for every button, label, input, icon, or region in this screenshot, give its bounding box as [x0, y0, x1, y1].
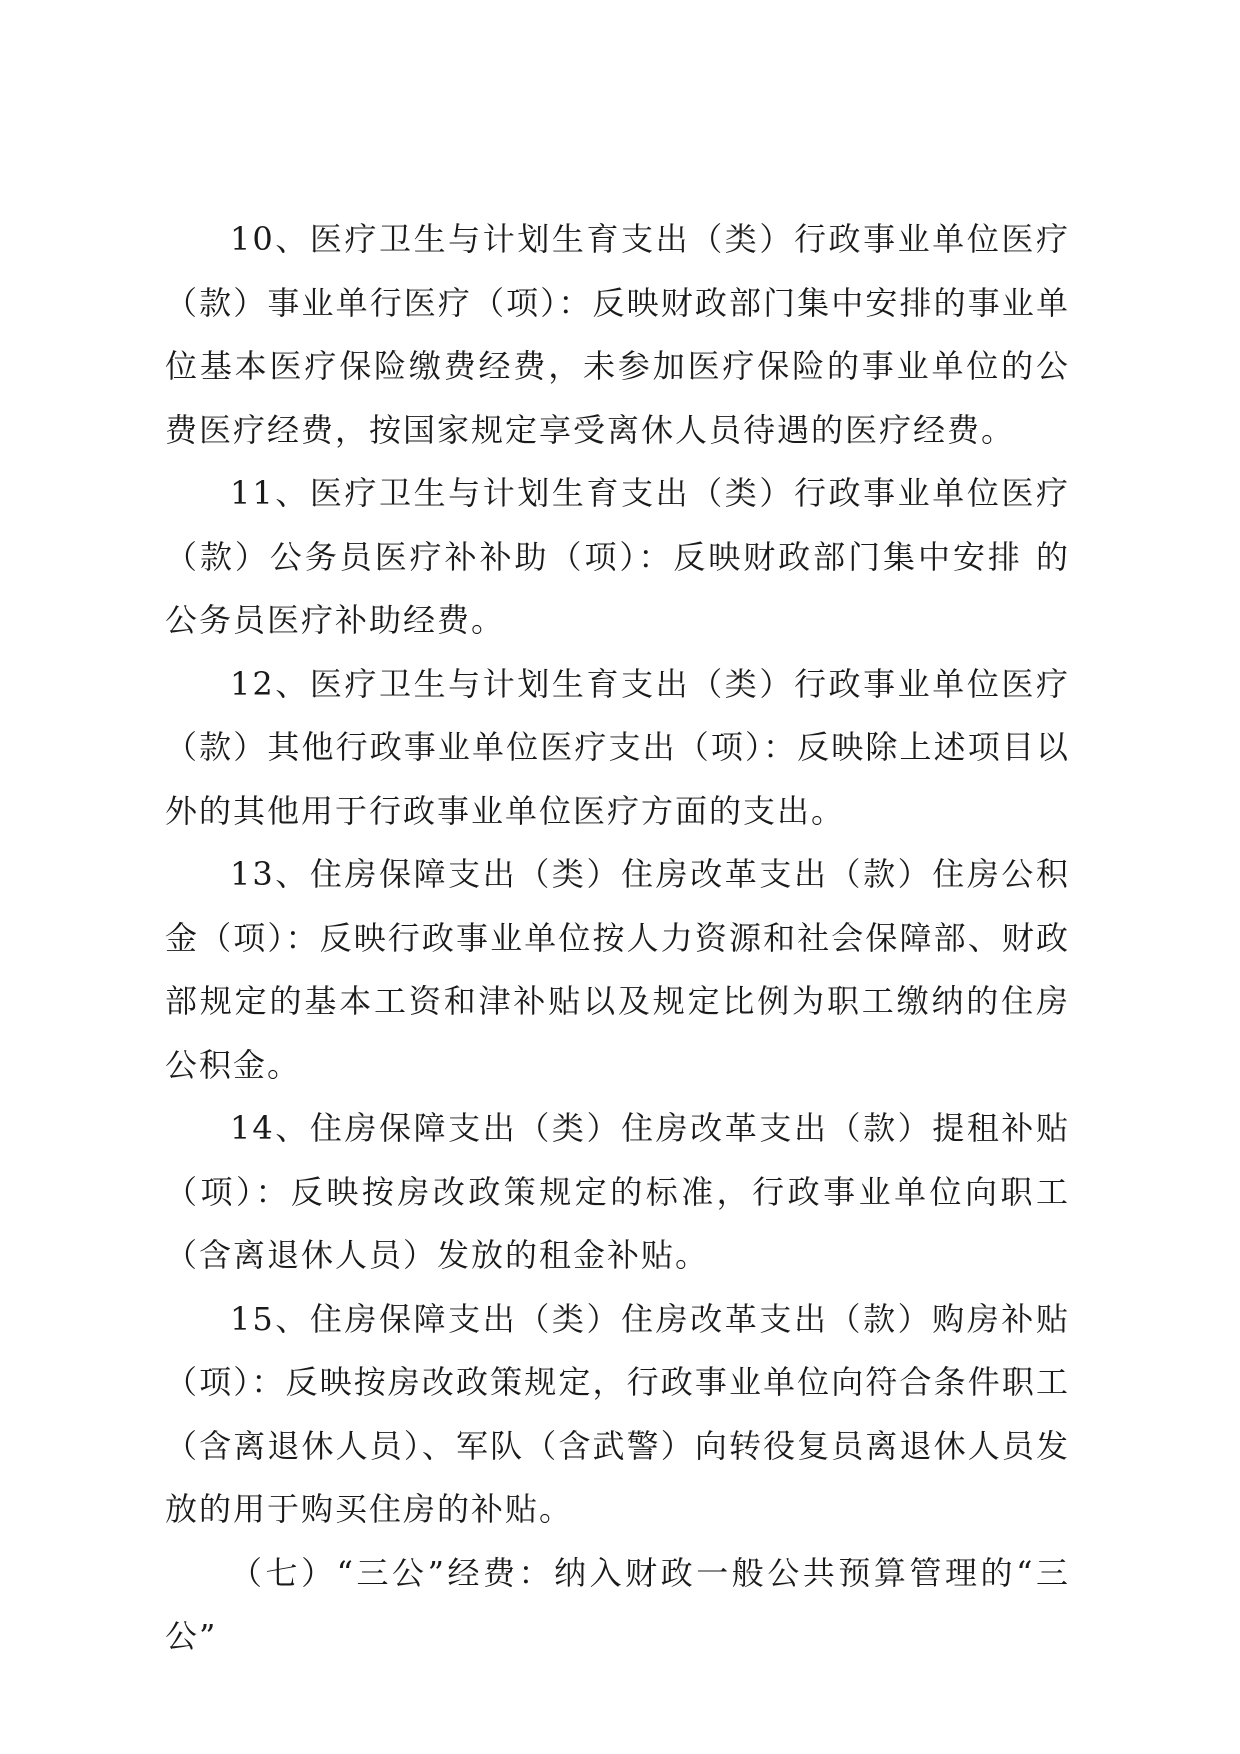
paragraph-item-11: 11、医疗卫生与计划生育支出（类）行政事业单位医疗（款）公务员医疗补补助（项）：反映财政部门集中安排 的公务员医疗补助经费。 — [165, 474, 1070, 639]
paragraph-item-14: 14、住房保障支出（类）住房改革支出（款）提租补贴（项）：反映按房改政策规定的标准，行政事业单位向职工（含离退休人员）发放的租金补贴。 — [165, 1109, 1070, 1274]
paragraph-section-7: （七）“三公”经费：纳入财政一般公共预算管理的“三公” — [165, 1553, 1070, 1655]
paragraph-item-13: 13、住房保障支出（类）住房改革支出（款）住房公积金（项）：反映行政事业单位按人力资源和社会保障部、财政部规定的基本工资和津补贴以及规定比例为职工缴纳的住房公积金。 — [165, 855, 1070, 1084]
paragraph-item-10: 10、医疗卫生与计划生育支出（类）行政事业单位医疗（款）事业单行医疗（项）：反映财政部门集中安排的事业单位基本医疗保险缴费经费，未参加医疗保险的事业单位的公费医疗经费，按国家规定享受离休人员待遇的医疗经费。 — [165, 220, 1070, 449]
paragraph-item-12: 12、医疗卫生与计划生育支出（类）行政事业单位医疗（款）其他行政事业单位医疗支出（项）：反映除上述项目以外的其他用于行政事业单位医疗方面的支出。 — [165, 664, 1070, 830]
paragraph-item-15: 15、住房保障支出（类）住房改革支出（款）购房补贴（项）：反映按房改政策规定，行政事业单位向符合条件职工（含离退休人员）、军队（含武警）向转役复员离退休人员发放的用于购买住房的补贴。 — [165, 1299, 1070, 1528]
document-body — [165, 208, 1070, 1669]
